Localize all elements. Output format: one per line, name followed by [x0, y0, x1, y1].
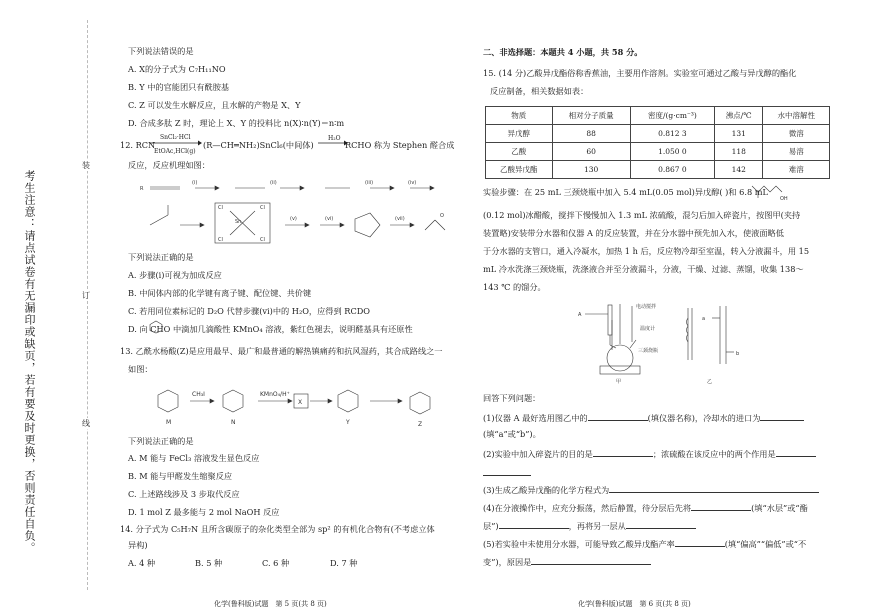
footer-right: 化学(鲁科版)试题 第 6 页(共 8 页): [578, 600, 691, 608]
fig-label-flask: 三颈烧瓶: [638, 348, 659, 354]
q15-4-line2: 层”) ，再将另一层从: [483, 519, 696, 532]
fig-label-stirrer: 电动搅拌: [636, 304, 657, 310]
table-header: 沸点/℃: [715, 107, 763, 125]
q15-1: (1)仪器 A 最好选用图乙中的 (填仪器名称)，冷却水的进口为: [483, 411, 804, 424]
answer-blank-2[interactable]: [760, 411, 804, 421]
fig-label-A: A: [578, 312, 582, 318]
label-x: X: [298, 399, 303, 406]
svg-text:(vii): (vii): [395, 216, 405, 222]
answer-blank-5[interactable]: [483, 466, 531, 476]
table-header: 水中溶解性: [763, 107, 830, 125]
table-cell: 乙酸异戊酯: [486, 161, 553, 179]
table-row: [486, 161, 830, 179]
q14-option-a: A. 4 种: [128, 558, 156, 568]
struct-label: OH: [780, 196, 788, 202]
q15-3: (3)生成乙酸异戊酯的化学方程式为: [483, 483, 819, 496]
answer-blank-8[interactable]: [499, 519, 569, 529]
q12-option-c: C. 若用同位素标记的 D₂O 代替步骤(vi)中的 H₂O，应得到 RCDO: [128, 306, 370, 316]
binding-mark-2: 订: [82, 291, 90, 300]
q12-reagent1-top: SnCl₂·HCl: [160, 134, 191, 141]
apparatus-figure: [570, 300, 750, 385]
q14-option-d: D. 7 种: [330, 558, 358, 568]
reaction-arrow-1: [150, 140, 202, 146]
footer-left: 化学(鲁科版)试题 第 5 页(共 8 页): [214, 600, 327, 608]
table-cell: 乙酸: [486, 143, 553, 161]
q14-option-c: C. 6 种: [262, 558, 290, 568]
answer-blank-9[interactable]: [626, 519, 696, 529]
q13-line1: 13. 乙酰水杨酸(Z)是应用最早、最广和最普通的解热镇痛药和抗风湿药，其合成路线之一: [120, 346, 443, 356]
answer-blank-6[interactable]: [609, 483, 819, 493]
q12-line1-post: RCHO 称为 Stephen 醛合成: [345, 140, 455, 150]
table-cell: 142: [715, 161, 763, 179]
svg-text:(ii): (ii): [270, 180, 277, 186]
table-header-row: [486, 107, 830, 125]
svg-text:CH₃I: CH₃I: [192, 391, 205, 398]
step-line-6: 143 ℃ 的馏分。: [483, 282, 546, 292]
q13-option-a: A. M 能与 FeCl₃ 溶液发生显色反应: [128, 453, 260, 463]
isoamyl-alcohol-structure: [750, 180, 795, 202]
binding-line: [87, 20, 89, 590]
svg-text:(v): (v): [290, 216, 297, 222]
answer-blank-7[interactable]: [691, 501, 751, 511]
svg-text:KMnO₄/H⁺: KMnO₄/H⁺: [260, 391, 290, 398]
table-cell: 难溶: [763, 161, 830, 179]
q13-option-c: C. 上述路线涉及 3 步取代反应: [128, 489, 240, 499]
q11-option-c: C. Z 可以发生水解反应，且水解的产物是 X、Y: [128, 100, 301, 110]
fig-label-thermo: 温度计: [640, 326, 656, 332]
step-line-3: 装置略)安装带分水器和仪器 A 的反应装置，并在分水器中预先加入水，使液面略低: [483, 228, 784, 238]
svg-text:R: R: [140, 186, 144, 192]
q11-intro: 下列说法错误的是: [128, 46, 194, 56]
answer-blank-3[interactable]: [593, 447, 653, 457]
label-z: Z: [418, 421, 423, 428]
table-header: 密度/(g·cm⁻³): [630, 107, 714, 125]
table-header: 物质: [486, 107, 553, 125]
svg-text:Cl: Cl: [218, 205, 223, 211]
fig-label-yi: 乙: [707, 379, 713, 385]
q15-line2: 反应制备，相关数据如表：: [490, 86, 589, 96]
q15-1-line2: (填“a”或“b”)。: [483, 429, 541, 439]
label-n: N: [231, 419, 236, 426]
section-title: 二、非选择题：本题共 4 小题，共 58 分。: [483, 47, 643, 57]
answer-blank-11[interactable]: [531, 555, 651, 565]
q14-line2: 异构): [128, 540, 148, 550]
svg-text:Cl: Cl: [260, 237, 265, 243]
table-cell: 0.812 3: [630, 125, 714, 143]
table-cell: 微溶: [763, 125, 830, 143]
table-cell: 异戊醇: [486, 125, 553, 143]
q12-intro: 下列说法正确的是: [128, 252, 194, 262]
benzene-ring-icon: [148, 320, 164, 334]
table-header: 相对分子质量: [552, 107, 630, 125]
q13-synthesis-route: [148, 380, 448, 430]
svg-text:(iv): (iv): [408, 180, 417, 186]
q15-5: (5)若实验中未使用分水器，可能导致乙酸异戊酯产率 (填“偏高”“偏低”或“不: [483, 539, 807, 549]
q12-option-b: B. 中间体内部的化学键有离子键、配位键、共价键: [128, 288, 312, 298]
table-row: [486, 143, 830, 161]
q11-option-d: D. 合成多肽 Z 时，理论上 X、Y 的投料比 n(X)∶n(Y)＝n∶m: [128, 118, 345, 128]
q13-option-b: B. M 能与甲醛发生缩聚反应: [128, 471, 233, 481]
table-cell: 130: [552, 161, 630, 179]
q12-option-a: A. 步骤(i)可视为加成反应: [128, 270, 222, 280]
table-cell: 60: [552, 143, 630, 161]
q12-reagent1-bottom: EtOAc,HCl(g): [154, 148, 196, 155]
answer-blank-4[interactable]: [776, 447, 816, 457]
q13-line2: 如图：: [128, 364, 153, 374]
q15-4: (4)在分液操作中，应充分振荡，然后静置，待分层后先将 (填“水层”或“酯: [483, 503, 808, 513]
table-cell: 0.867 0: [630, 161, 714, 179]
q15-5-line2: 变”)，原因是: [483, 555, 651, 568]
q11-option-b: B. Y 中的官能团只有酰胺基: [128, 82, 230, 92]
reaction-arrow-2: [318, 140, 348, 146]
table-cell: 118: [715, 143, 763, 161]
table-cell: 易溶: [763, 143, 830, 161]
svg-text:Sn: Sn: [235, 219, 242, 225]
step-line-2: (0.12 mol)冰醋酸，搅拌下慢慢加入 1.3 mL 浓硫酸，混匀后加入碎瓷片，按图甲(夹持: [483, 210, 801, 220]
q13-option-d: D. 1 mol Z 最多能与 2 mol NaOH 反应: [128, 507, 280, 517]
table-cell: 1.050 0: [630, 143, 714, 161]
binding-mark-3: 线: [82, 419, 90, 428]
svg-text:(i): (i): [192, 180, 198, 186]
q13-intro: 下列说法正确的是: [128, 436, 194, 446]
q12-reagent2: H₂O: [328, 135, 341, 142]
fig-label-a: a: [702, 316, 706, 322]
step-line-4: 于分水器的支管口，通入冷凝水，加热 1 h 后，反应物冷却至室温，转入分液漏斗，用 15: [483, 246, 810, 256]
table-cell: 88: [552, 125, 630, 143]
q15-2: (2)实验中加入碎瓷片的目的是 ；浓硫酸在该反应中的两个作用是: [483, 447, 816, 460]
q14-line1: 14. 分子式为 C₅H₇N 且所含碳原子的杂化类型全部为 sp² 的有机化合物有(不考虑立体: [120, 524, 435, 534]
label-y: Y: [346, 419, 350, 426]
label-m: M: [166, 419, 172, 426]
step-line-1: 实验步骤：在 25 mL 三颈烧瓶中加入 5.4 mL(0.05 mol)异戊醇( )和 6.8 mL: [483, 187, 768, 197]
q12-line1-pre: 12. RCN: [120, 140, 156, 150]
svg-text:(iii): (iii): [365, 180, 374, 186]
q12-mechanism-diagram: [140, 175, 460, 250]
q11-option-a: A. X的分子式为 C₇H₁₁NO: [128, 64, 226, 74]
svg-text:Cl: Cl: [218, 237, 223, 243]
binding-mark-1: 装: [82, 161, 90, 170]
svg-text:(vi): (vi): [325, 216, 334, 222]
fig-label-jia: 甲: [616, 379, 622, 385]
step-line-5: mL 冷水洗涤三颈烧瓶，洗涤液合并至分液漏斗，分液，干燥、过滤、蒸馏，收集 138～: [483, 264, 804, 274]
q15-line1: 15. (14 分)乙酸异戊酯俗称香蕉油，主要用作溶剂。实验室可通过乙酸与异戊醇的酯化: [483, 68, 797, 78]
data-table: [485, 106, 830, 179]
answer-blank-1[interactable]: [588, 411, 648, 421]
answer-intro: 回答下列问题：: [483, 393, 541, 403]
answer-blank-10[interactable]: [675, 537, 725, 547]
svg-text:Cl: Cl: [260, 205, 265, 211]
table-row: [486, 125, 830, 143]
q12-line1-mid: (R—CH═NH₂)SnCl₆(中间体): [203, 140, 314, 150]
svg-text:O: O: [440, 213, 444, 219]
sidebar-notice: 考生注意：请点试卷有无漏印或缺页，若有要及时更换，否则责任自负。: [23, 170, 36, 554]
q12-line2: 反应，反应机理如图：: [128, 160, 210, 170]
table-cell: 131: [715, 125, 763, 143]
fig-label-b: b: [736, 351, 740, 357]
q12-option-d: D. 向 CHO 中滴加几滴酸性 KMnO₄ 溶液，紫红色褪去，说明醛基具有还原性: [128, 324, 413, 334]
q14-option-b: B. 5 种: [195, 558, 223, 568]
